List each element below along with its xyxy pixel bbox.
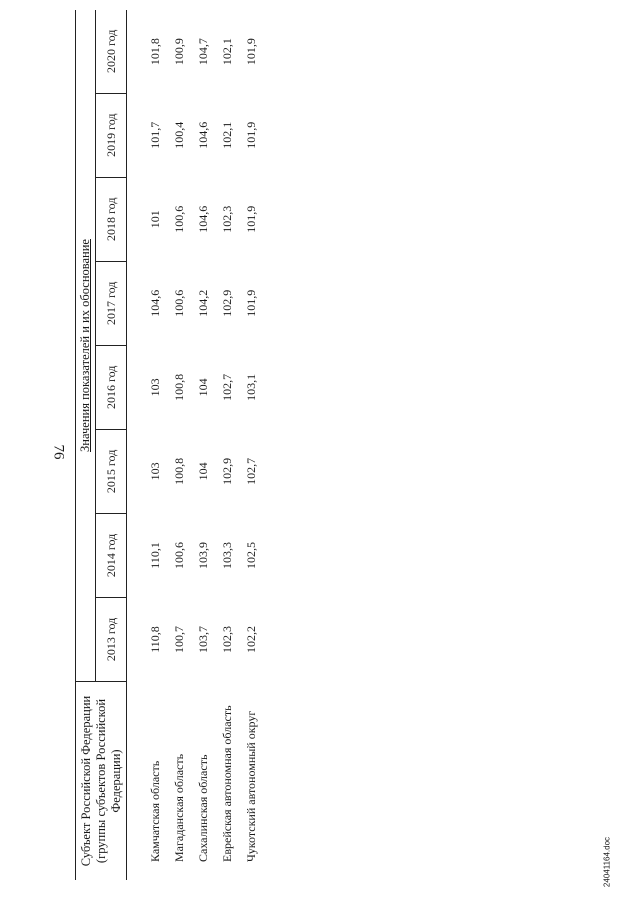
values-group-header: Значения показателей и их обоснование bbox=[76, 10, 96, 682]
table-cell: 103,3 bbox=[219, 541, 234, 569]
document-id: 24041164.doc bbox=[602, 836, 612, 888]
table-cell: 103 bbox=[147, 462, 162, 481]
table-cell: 102,5 bbox=[243, 541, 258, 569]
table-row bbox=[167, 10, 191, 880]
table-cell: 104,6 bbox=[195, 121, 210, 149]
rotated-table-container bbox=[75, 10, 587, 880]
table-cell: 103,7 bbox=[195, 625, 210, 653]
table-cell: 100,4 bbox=[171, 121, 186, 149]
year-header: 2020 год bbox=[96, 10, 127, 93]
table-cell: 104 bbox=[195, 462, 210, 481]
year-header: 2019 год bbox=[96, 93, 127, 177]
table-cell: 101,7 bbox=[147, 121, 162, 149]
year-header: 2013 год bbox=[96, 597, 127, 681]
table-cell: 102,9 bbox=[219, 457, 234, 485]
table-cell: 102,1 bbox=[219, 38, 234, 66]
region-name: Магаданская область bbox=[171, 753, 186, 862]
table-row bbox=[191, 10, 215, 880]
table-cell: 100,6 bbox=[171, 541, 186, 569]
table-cell: 100,8 bbox=[171, 457, 186, 485]
indicator-table bbox=[75, 10, 263, 880]
table-cell: 101,8 bbox=[147, 38, 162, 66]
table-cell: 102,2 bbox=[243, 625, 258, 653]
table-cell: 100,9 bbox=[171, 38, 186, 66]
table-cell: 102,7 bbox=[219, 373, 234, 401]
table-cell: 101 bbox=[147, 210, 162, 229]
year-header: 2015 год bbox=[96, 429, 127, 513]
region-name: Чукотский автономный округ bbox=[243, 710, 258, 862]
table-cell: 100,6 bbox=[171, 205, 186, 233]
subject-column-header: Субъект Российской Федерации (группы субъектов Российской Федерации) bbox=[76, 682, 127, 881]
region-name: Камчатская область bbox=[147, 760, 162, 862]
year-header: 2017 год bbox=[96, 261, 127, 345]
table-cell: 103,1 bbox=[243, 373, 258, 401]
table-cell: 104 bbox=[195, 378, 210, 397]
page-number: 76 bbox=[50, 444, 67, 460]
table-cell: 102,3 bbox=[219, 205, 234, 233]
year-header: 2016 год bbox=[96, 345, 127, 429]
table-cell: 110,1 bbox=[147, 542, 162, 569]
table-cell: 103,9 bbox=[195, 541, 210, 569]
table-cell: 100,6 bbox=[171, 289, 186, 317]
table-cell: 100,7 bbox=[171, 625, 186, 653]
table-cell: 102,7 bbox=[243, 457, 258, 485]
table-cell: 104,7 bbox=[195, 38, 210, 66]
region-name: Еврейская автономная область bbox=[219, 705, 234, 862]
table-cell: 110,8 bbox=[147, 626, 162, 653]
table-cell: 101,9 bbox=[243, 38, 258, 66]
table-cell: 100,8 bbox=[171, 373, 186, 401]
year-header: 2014 год bbox=[96, 513, 127, 597]
table-cell: 101,9 bbox=[243, 289, 258, 317]
table-cell: 102,1 bbox=[219, 121, 234, 149]
table-row bbox=[215, 10, 239, 880]
table-cell: 101,9 bbox=[243, 121, 258, 149]
table-row bbox=[127, 10, 168, 880]
table-cell: 104,6 bbox=[147, 289, 162, 317]
table-cell: 103 bbox=[147, 378, 162, 397]
region-name: Сахалинская область bbox=[195, 754, 210, 862]
year-header: 2018 год bbox=[96, 177, 127, 261]
table-row bbox=[239, 10, 263, 880]
table-cell: 101,9 bbox=[243, 205, 258, 233]
table-cell: 102,3 bbox=[219, 625, 234, 653]
table-cell: 104,6 bbox=[195, 205, 210, 233]
table-cell: 104,2 bbox=[195, 289, 210, 317]
table-cell: 102,9 bbox=[219, 289, 234, 317]
